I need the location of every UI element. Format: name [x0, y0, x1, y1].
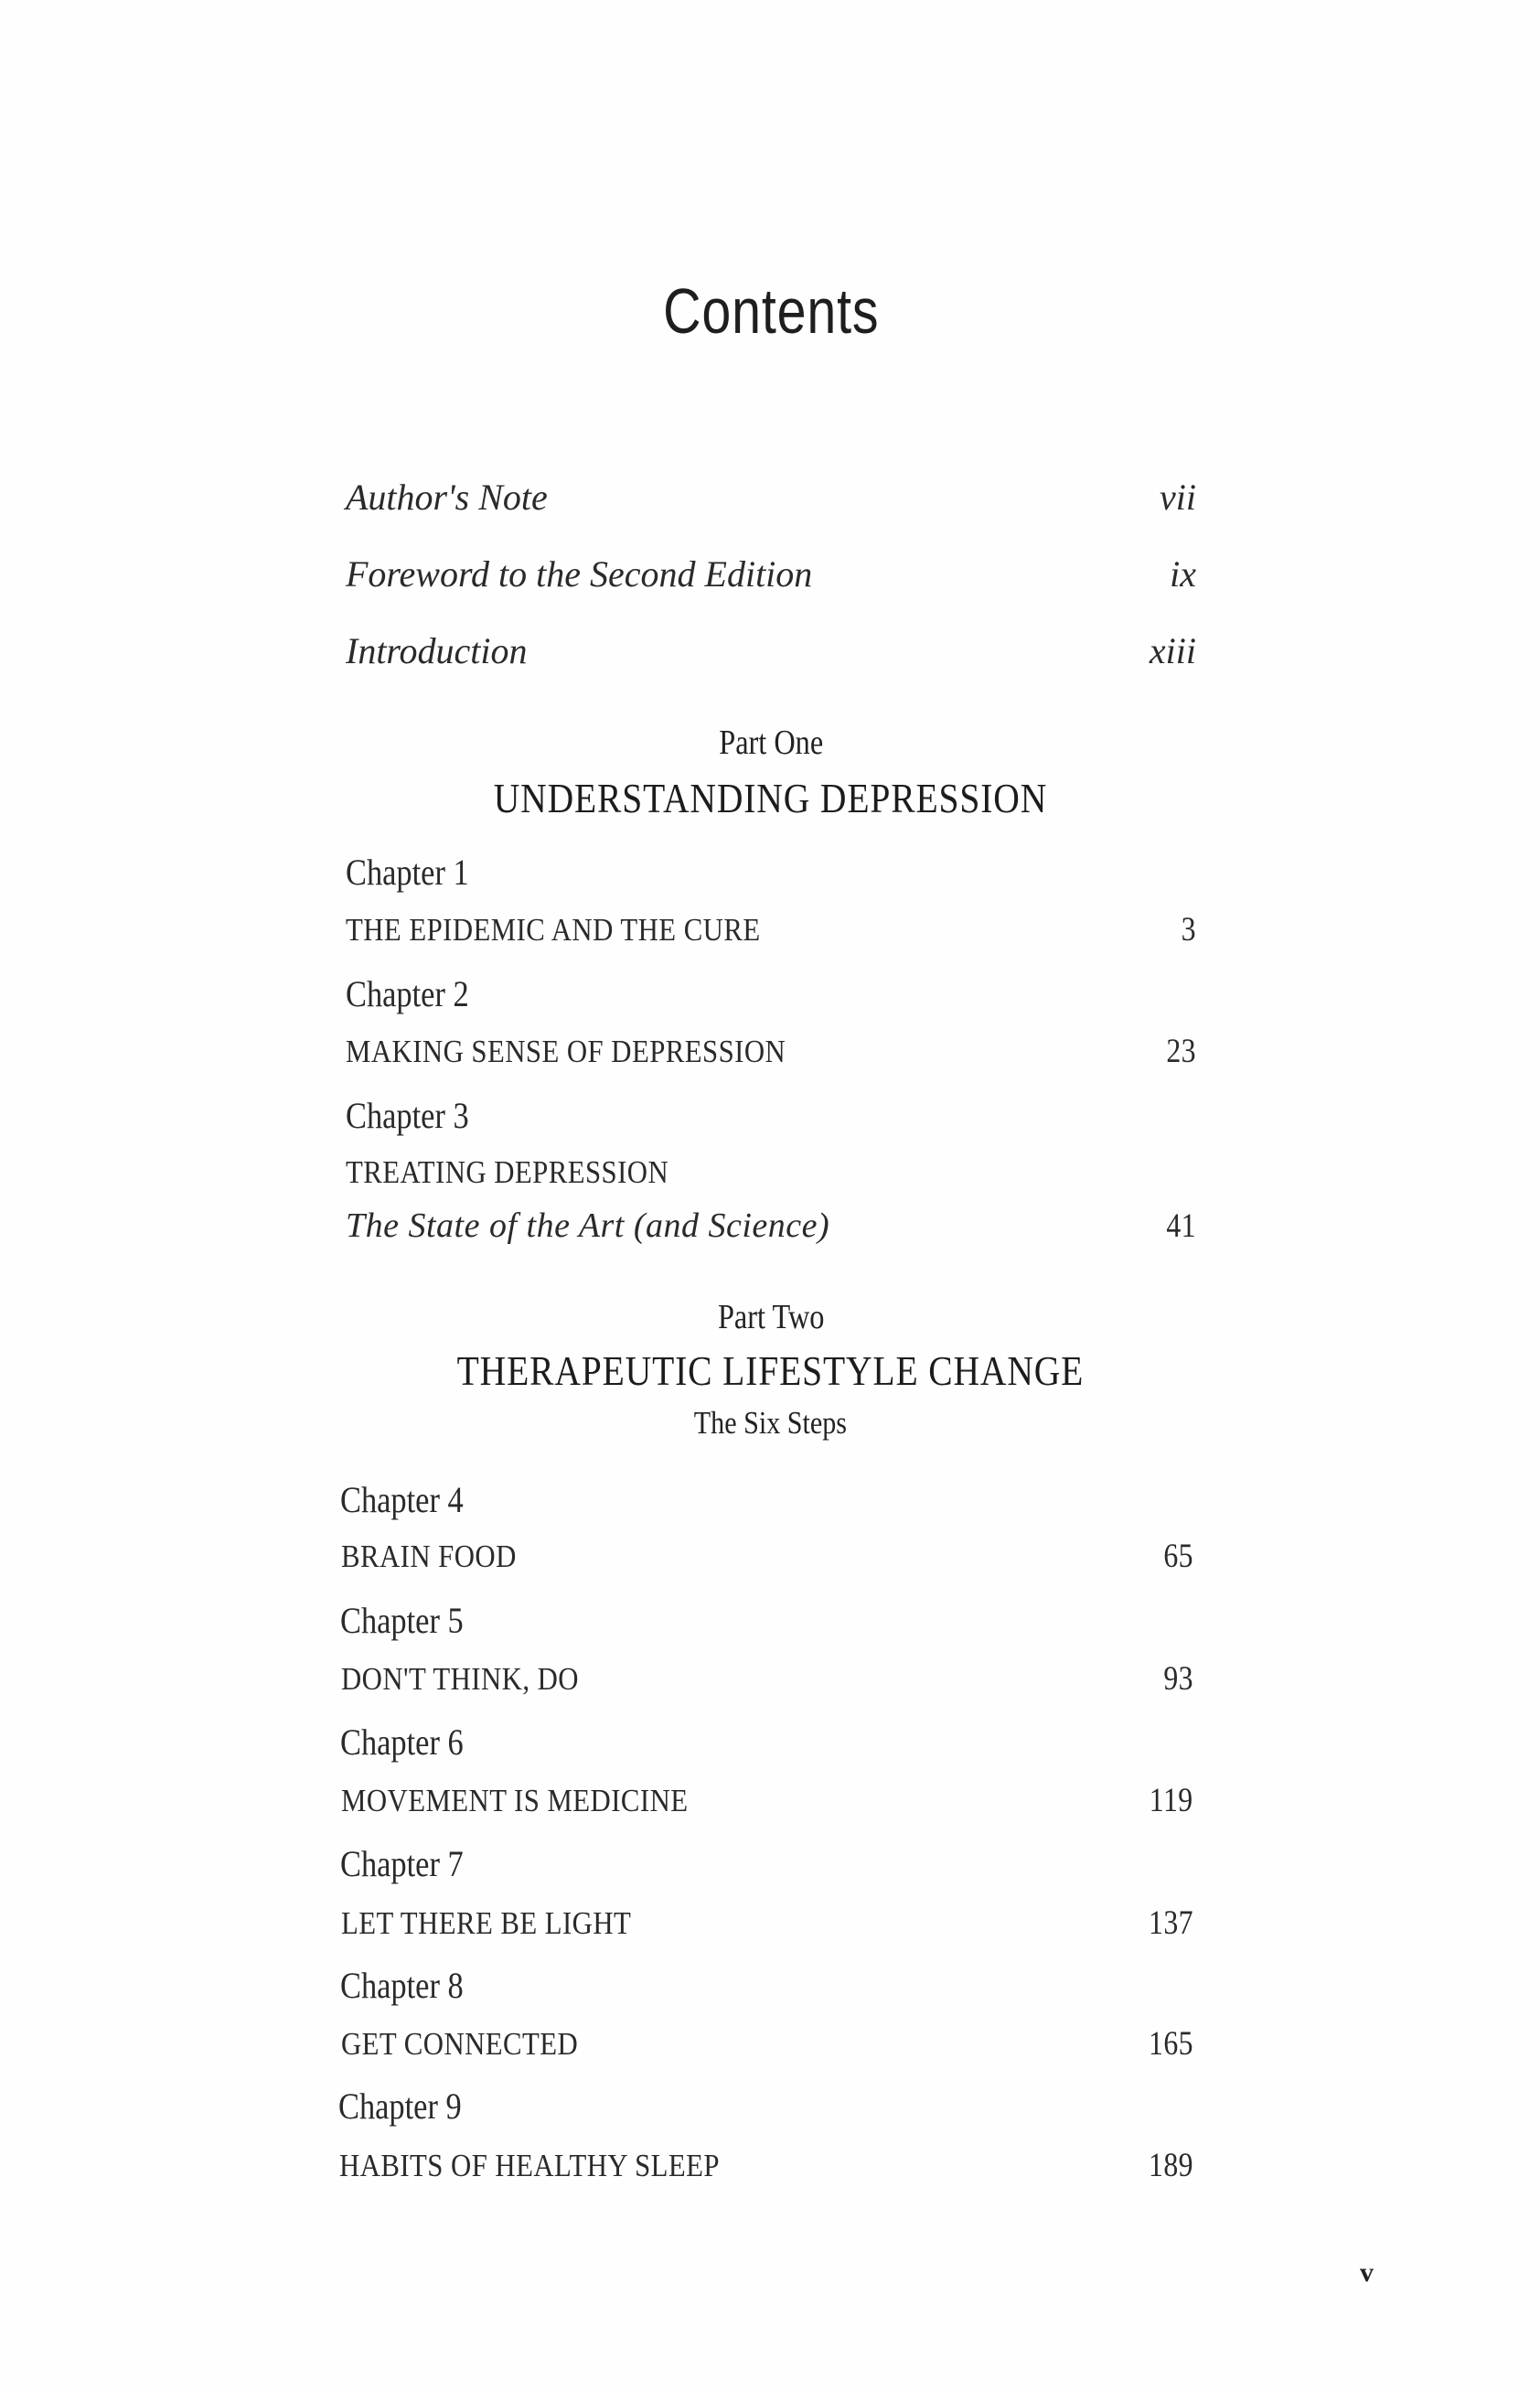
- chapter-page: 137: [1148, 1904, 1193, 1942]
- chapter-title: MAKING SENSE OF DEPRESSION: [346, 1034, 786, 1069]
- toc-entry-chapter-4[interactable]: [341, 1537, 1193, 1576]
- toc-entry-chapter-9[interactable]: [339, 2146, 1193, 2185]
- toc-entry-authors-note[interactable]: [346, 476, 1196, 531]
- toc-entry-chapter-2[interactable]: [346, 1032, 1196, 1071]
- toc-entry-page: ix: [1170, 553, 1196, 595]
- toc-entry-chapter-3-subtitle[interactable]: [346, 1206, 1196, 1246]
- chapter-label: Chapter 3: [346, 1095, 469, 1136]
- chapter-title: LET THERE BE LIGHT: [341, 1905, 632, 1941]
- chapter-page: 65: [1163, 1538, 1193, 1575]
- chapter-page: 23: [1166, 1033, 1196, 1070]
- part-title: UNDERSTANDING DEPRESSION: [493, 775, 1048, 821]
- part-subtitle: The Six Steps: [693, 1405, 848, 1441]
- chapter-title: THE EPIDEMIC AND THE CURE: [346, 912, 761, 948]
- toc-entry-title: Author's Note: [346, 477, 548, 518]
- toc-entry-introduction[interactable]: [346, 629, 1196, 684]
- page-number: v: [1360, 2257, 1374, 2288]
- chapter-subtitle: The State of the Art (and Science): [346, 1206, 830, 1245]
- chapter-page: 93: [1163, 1660, 1193, 1698]
- chapter-label: Chapter 6: [340, 1721, 464, 1763]
- chapter-title: HABITS OF HEALTHY SLEEP: [339, 2148, 720, 2183]
- chapter-title: MOVEMENT IS MEDICINE: [341, 1783, 689, 1818]
- chapter-label: Chapter 9: [338, 2085, 462, 2127]
- toc-entry-chapter-8[interactable]: [341, 2024, 1193, 2064]
- part-title: THERAPEUTIC LIFESTYLE CHANGE: [456, 1347, 1085, 1394]
- chapter-label: Chapter 1: [346, 852, 469, 893]
- toc-entry-foreword[interactable]: [346, 552, 1196, 607]
- part-label: Part Two: [717, 1298, 825, 1336]
- chapter-label: Chapter 4: [340, 1479, 464, 1520]
- page-title: Contents: [663, 275, 880, 347]
- toc-entry-title: Introduction: [346, 630, 528, 671]
- chapter-label: Chapter 7: [340, 1843, 464, 1884]
- chapter-title: DON'T THINK, DO: [341, 1661, 579, 1697]
- chapter-page: 165: [1148, 2025, 1193, 2063]
- toc-entry-chapter-1[interactable]: [346, 910, 1196, 949]
- chapter-label: Chapter 8: [340, 1965, 464, 2006]
- toc-entry-chapter-6[interactable]: [341, 1781, 1193, 1820]
- toc-entry-chapter-7[interactable]: [341, 1903, 1193, 1943]
- toc-entry-chapter-5[interactable]: [341, 1659, 1193, 1699]
- chapter-title: TREATING DEPRESSION: [346, 1154, 669, 1190]
- toc-entry-page: vii: [1160, 477, 1196, 518]
- chapter-page: 189: [1148, 2147, 1193, 2184]
- chapter-page: 41: [1166, 1207, 1196, 1245]
- part-label: Part One: [719, 724, 824, 762]
- chapter-label: Chapter 2: [346, 973, 469, 1014]
- toc-entry-page: xiii: [1149, 630, 1196, 671]
- chapter-page: 3: [1181, 911, 1196, 949]
- toc-entry-chapter-3[interactable]: [346, 1154, 1196, 1191]
- chapter-page: 119: [1150, 1782, 1193, 1819]
- chapter-title: GET CONNECTED: [341, 2026, 579, 2062]
- toc-entry-title: Foreword to the Second Edition: [346, 553, 813, 595]
- chapter-label: Chapter 5: [340, 1600, 464, 1641]
- chapter-title: BRAIN FOOD: [341, 1539, 517, 1574]
